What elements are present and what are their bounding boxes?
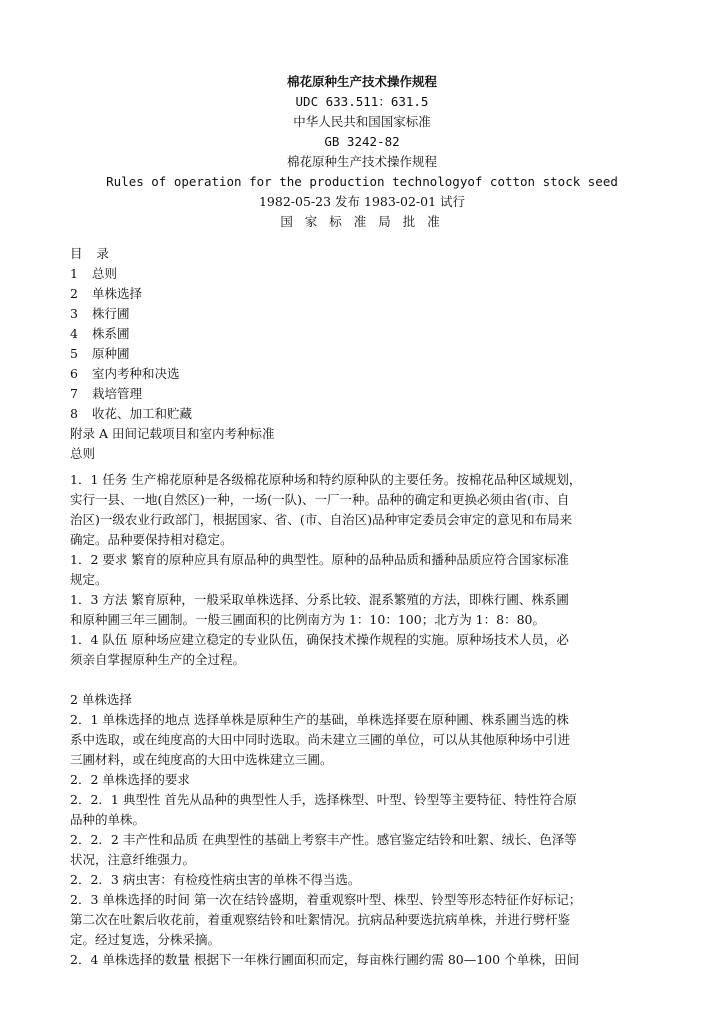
toc-item: 4 株系圃 <box>70 326 130 341</box>
toc-item: 3 株行圃 <box>70 306 130 321</box>
toc-item: 6 室内考种和决选 <box>70 366 180 381</box>
issue-dates: 1982-05-23 发布 1983-02-01 试行 <box>258 194 466 209</box>
body-line: 品种的单株。 <box>70 812 146 827</box>
document-subtitle: 棉花原种生产技术操作规程 <box>286 154 437 169</box>
body-line: 实行一县、一地(自然区)一种，一场(一队)、一厂一种。品种的确定和更换必须由省(市、自 <box>70 492 570 507</box>
paragraph-gap <box>70 670 660 690</box>
body-line: 2．2．3 病虫害：有检疫性病虫害的单株不得当选。 <box>70 872 361 887</box>
body-line: 治区)一级农业行政部门，根据国家、省、(市、自治区)品种审定委员会审定的意见和布局来 <box>70 512 573 527</box>
body-line: 状况，注意纤维强力。 <box>70 852 196 867</box>
body-line: 和原种圃三年三圃制。一般三圃面积的比例南方为 1：10：100；北方为 1：8：80。 <box>70 612 545 627</box>
toc-item: 2 单株选择 <box>70 286 143 301</box>
toc-item: 5 原种圃 <box>70 346 130 361</box>
table-of-contents <box>70 244 274 464</box>
body-line: 三圃材料，或在纯度高的大田中选株建立三圃。 <box>70 752 333 767</box>
toc-item: 1 总则 <box>70 266 118 281</box>
body-line: 确定。品种要保持相对稳定。 <box>70 532 233 547</box>
body-line: 第二次在吐絮后收花前，着重观察结铃和吐絮情况。抗病品种要选抗病单株，并进行劈杆鉴 <box>70 912 571 927</box>
body-line: 2．4 单株选择的数量 根据下一年株行圃面积而定，每亩株行圃约需 80—100 个单株，田间 <box>70 952 580 967</box>
body-line: 2．2．2 丰产性和品质 在典型性的基础上考察丰产性。感官鉴定结铃和吐絮、绒长、色泽等 <box>70 832 577 847</box>
body-line: 1．1 任务 生产棉花原种是各级棉花原种场和特约原种队的主要任务。按棉花品种区域规划， <box>70 472 582 487</box>
toc-item: 7 栽培管理 <box>70 386 143 401</box>
toc-heading: 目录 <box>70 246 124 261</box>
body-line: 2．1 单株选择的地点 选择单株是原种生产的基础，单株选择要在原种圃、株系圃当选的株 <box>70 712 569 727</box>
body-line: 1．3 方法 繁育原种，一般采取单株选择、分系比较、混系繁殖的方法，即株行圃、株系圃 <box>70 592 569 607</box>
body-line: 1．2 要求 繁育的原种应具有原品种的典型性。原种的品种品质和播种品质应符合国家标准 <box>70 552 569 567</box>
body-line: 定。经过复选，分株采摘。 <box>70 932 221 947</box>
body-line: 规定。 <box>70 572 108 587</box>
document-body <box>70 470 660 970</box>
body-line: 1．4 队伍 原种场应建立稳定的专业队伍，确保技术操作规程的实施。原种场技术人员，必 <box>70 632 569 647</box>
body-line: 2．3 单株选择的时间 第一次在结铃盛期，着重观察叶型、株型、铃型等形态特征作好标记； <box>70 892 582 907</box>
body-line: 须亲自掌握原种生产的全过程。 <box>70 652 246 667</box>
body-line: 2．2．1 典型性 首先从品种的典型性人手，选择株型、叶型、铃型等主要特征、特性符合原 <box>70 792 577 807</box>
udc-code: UDC 633.511：631.5 <box>295 94 429 109</box>
toc-general: 总则 <box>70 446 96 461</box>
standard-type: 中华人民共和国国家标准 <box>293 114 431 129</box>
body-line: 2 单株选择 <box>70 692 132 707</box>
approver: 国 家 标 准 局 批 准 <box>280 214 444 229</box>
standard-code: GB 3242-82 <box>324 134 400 149</box>
toc-appendix: 附录 A 田间记载项目和室内考种标准 <box>70 426 275 441</box>
body-line: 2．2 单株选择的要求 <box>70 772 190 787</box>
document-header <box>0 72 724 232</box>
document-title: 棉花原种生产技术操作规程 <box>286 74 437 89</box>
toc-item: 8 收花、加工和贮藏 <box>70 406 193 421</box>
body-line: 系中选取，或在纯度高的大田中同时选取。尚未建立三圃的单位，可以从其他原种场中引进 <box>70 732 571 747</box>
english-title: Rules of operation for the production technologyof cotton stock seed <box>106 174 618 189</box>
